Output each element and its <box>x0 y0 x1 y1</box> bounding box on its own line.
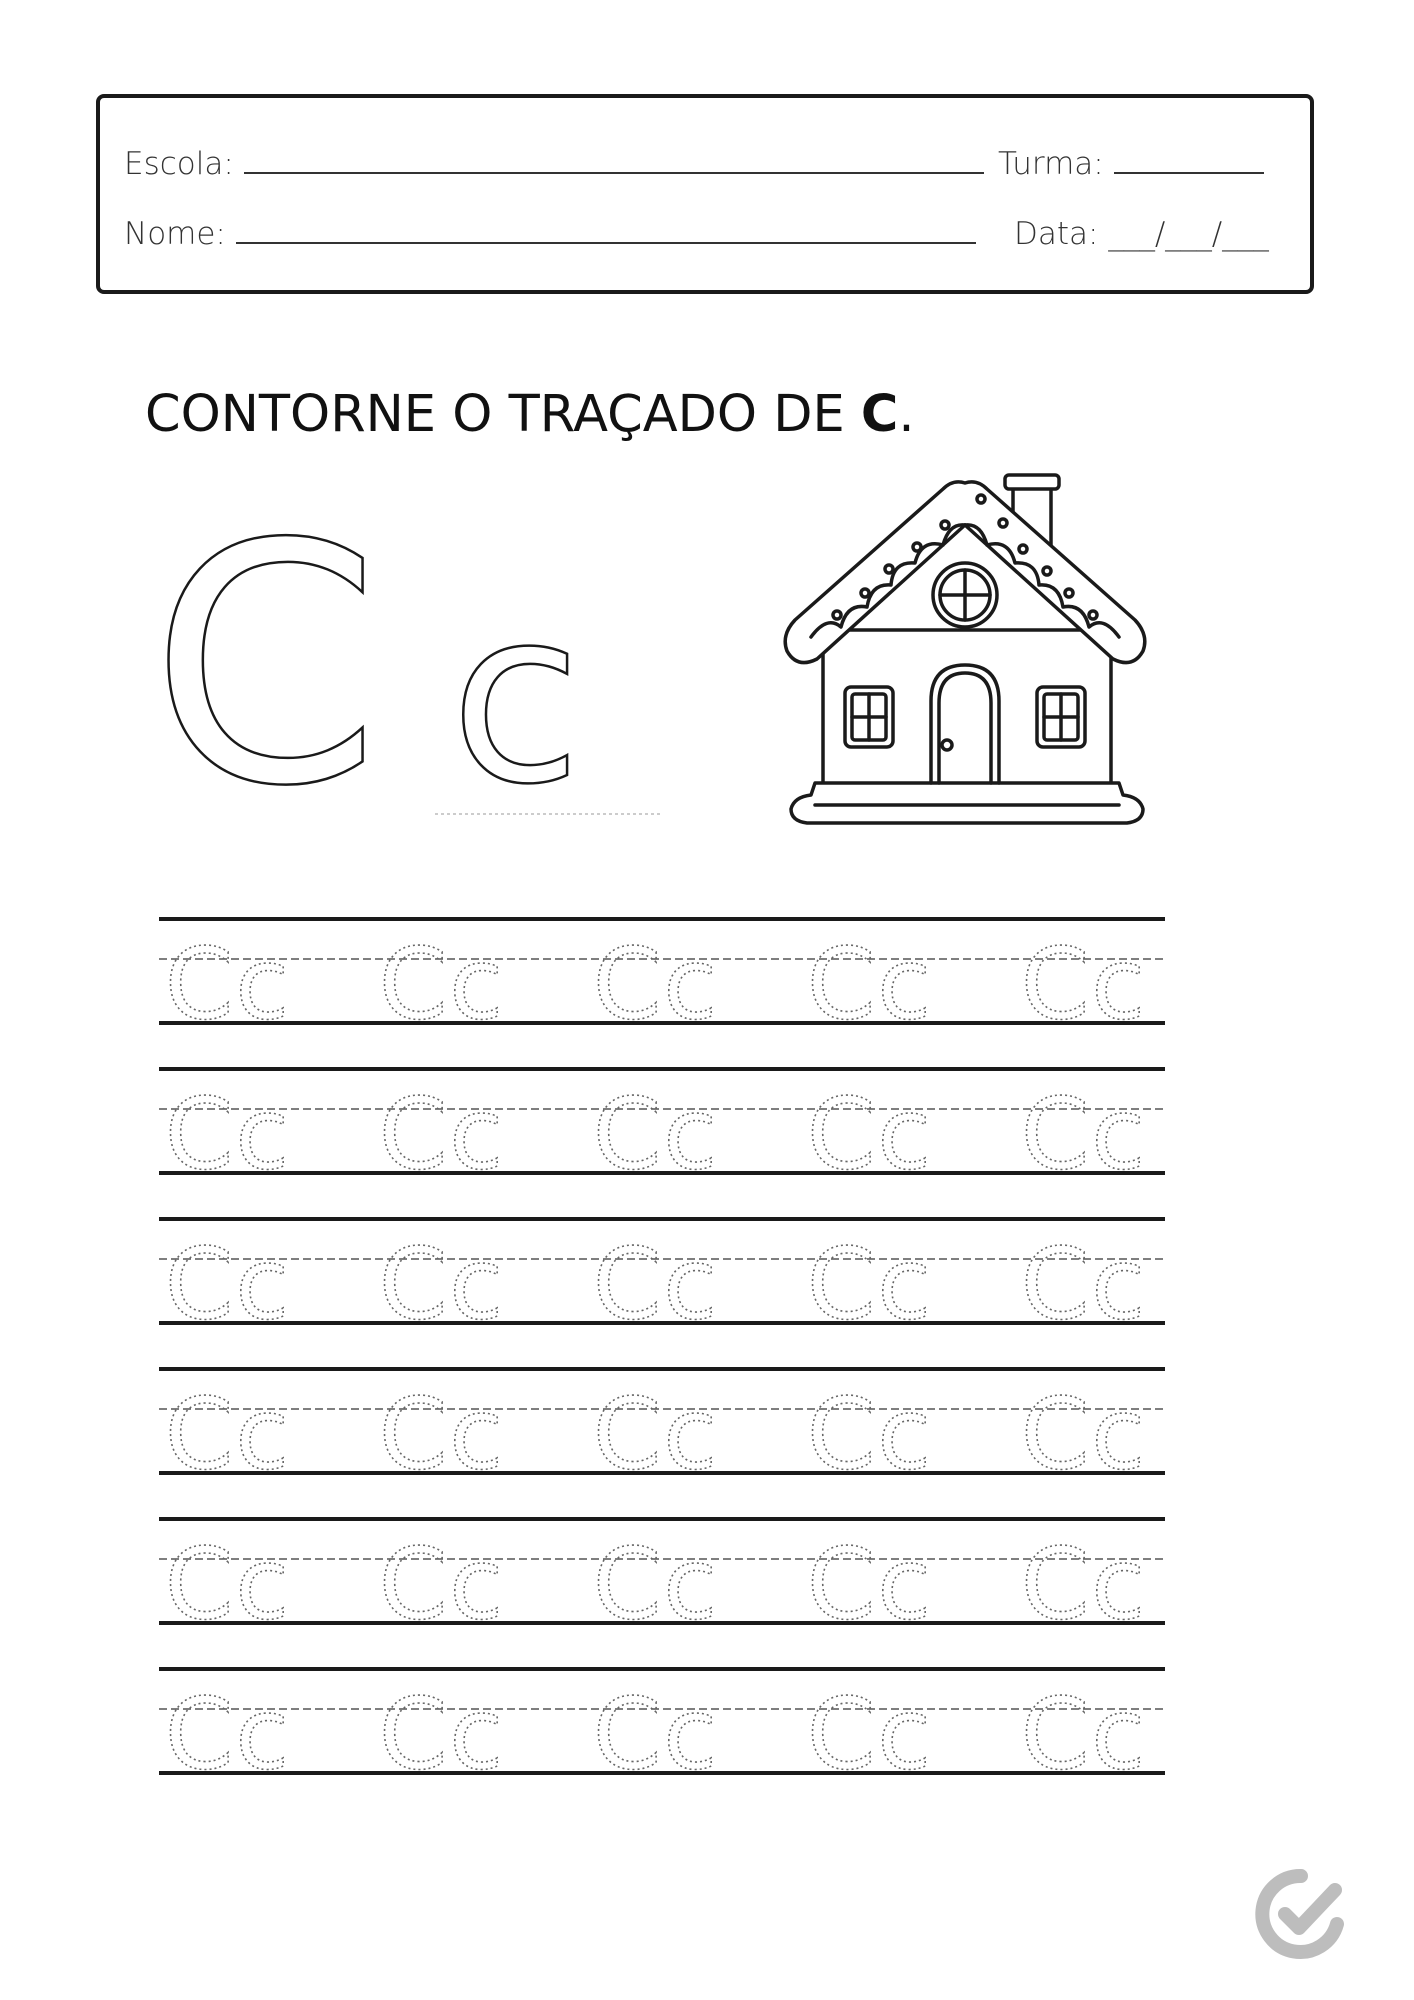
dotted-letter-pair[interactable]: Cc <box>807 928 934 1042</box>
dotted-letter-pair[interactable]: Cc <box>1021 1378 1148 1492</box>
house-icon <box>775 465 1155 845</box>
dotted-letter-pair[interactable]: Cc <box>1021 1678 1148 1785</box>
school-field[interactable] <box>124 146 984 182</box>
dotted-letter-pair[interactable]: Cc <box>593 1528 720 1642</box>
tracing-row[interactable] <box>159 919 1165 1042</box>
class-blank-line[interactable] <box>1114 146 1264 174</box>
dotted-letter-pair[interactable]: Cc <box>379 1378 506 1492</box>
school-label: Escola: <box>124 146 234 182</box>
name-label: Nome: <box>124 216 226 252</box>
dotted-letter-pair[interactable]: Cc <box>165 1378 292 1492</box>
tracing-row[interactable] <box>159 1669 1165 1785</box>
date-field[interactable] <box>1014 216 1269 252</box>
tracing-row[interactable] <box>159 1519 1165 1642</box>
instruction-title <box>145 385 915 444</box>
school-blank-line[interactable] <box>244 146 984 174</box>
dotted-letter-pair[interactable]: Cc <box>593 1228 720 1342</box>
instruction-text: CONTORNE O TRAÇADO DE <box>145 385 861 444</box>
dotted-letter-pair[interactable]: Cc <box>807 1528 934 1642</box>
class-field[interactable] <box>998 146 1264 182</box>
dotted-letter-pair[interactable]: Cc <box>165 1528 292 1642</box>
outlined-letters <box>150 480 680 830</box>
instruction-letter: C <box>860 385 899 444</box>
dotted-letter-pair[interactable]: Cc <box>807 1078 934 1192</box>
dotted-letter-pair[interactable]: Cc <box>593 1678 720 1785</box>
dotted-letter-pair[interactable]: Cc <box>593 1078 720 1192</box>
dotted-letter-pair[interactable]: Cc <box>165 928 292 1042</box>
dotted-letter-pair[interactable]: Cc <box>379 1078 506 1192</box>
date-blank[interactable]: ___/___/___ <box>1108 216 1269 252</box>
dotted-letter-pair[interactable]: Cc <box>1021 928 1148 1042</box>
class-label: Turma: <box>998 146 1104 182</box>
dotted-letter-pair[interactable]: Cc <box>593 1378 720 1492</box>
dotted-letter-pair[interactable]: Cc <box>165 1678 292 1785</box>
dotted-letter-pair[interactable]: Cc <box>807 1378 934 1492</box>
dotted-letter-pair[interactable]: Cc <box>1021 1228 1148 1342</box>
dotted-letter-pair[interactable]: Cc <box>593 928 720 1042</box>
dotted-letter-pair[interactable]: Cc <box>165 1078 292 1192</box>
dotted-letter-pair[interactable]: Cc <box>379 1228 506 1342</box>
dotted-letter-pair[interactable]: Cc <box>1021 1078 1148 1192</box>
tracing-row[interactable] <box>159 1369 1165 1492</box>
date-label: Data: <box>1014 216 1099 252</box>
dotted-letter-pair[interactable]: Cc <box>1021 1528 1148 1642</box>
name-field[interactable] <box>124 216 976 252</box>
tracing-row[interactable] <box>159 1069 1165 1192</box>
student-info-box <box>96 94 1314 294</box>
dotted-letter-pair[interactable]: Cc <box>807 1678 934 1785</box>
dotted-letter-pair[interactable]: Cc <box>379 1678 506 1785</box>
outlined-uppercase-letter: C <box>150 480 381 830</box>
dotted-letter-pair[interactable]: Cc <box>379 928 506 1042</box>
name-blank-line[interactable] <box>236 216 976 244</box>
tracing-row[interactable] <box>159 1219 1165 1342</box>
dotted-letter-pair[interactable]: Cc <box>165 1228 292 1342</box>
instruction-period: . <box>898 385 915 444</box>
outlined-lowercase-letter: c <box>450 557 582 830</box>
checkmark-logo-icon <box>1255 1868 1347 1960</box>
dotted-letter-pair[interactable]: Cc <box>379 1528 506 1642</box>
dotted-letter-pair[interactable]: Cc <box>807 1228 934 1342</box>
tracing-practice-area[interactable] <box>155 915 1175 1785</box>
